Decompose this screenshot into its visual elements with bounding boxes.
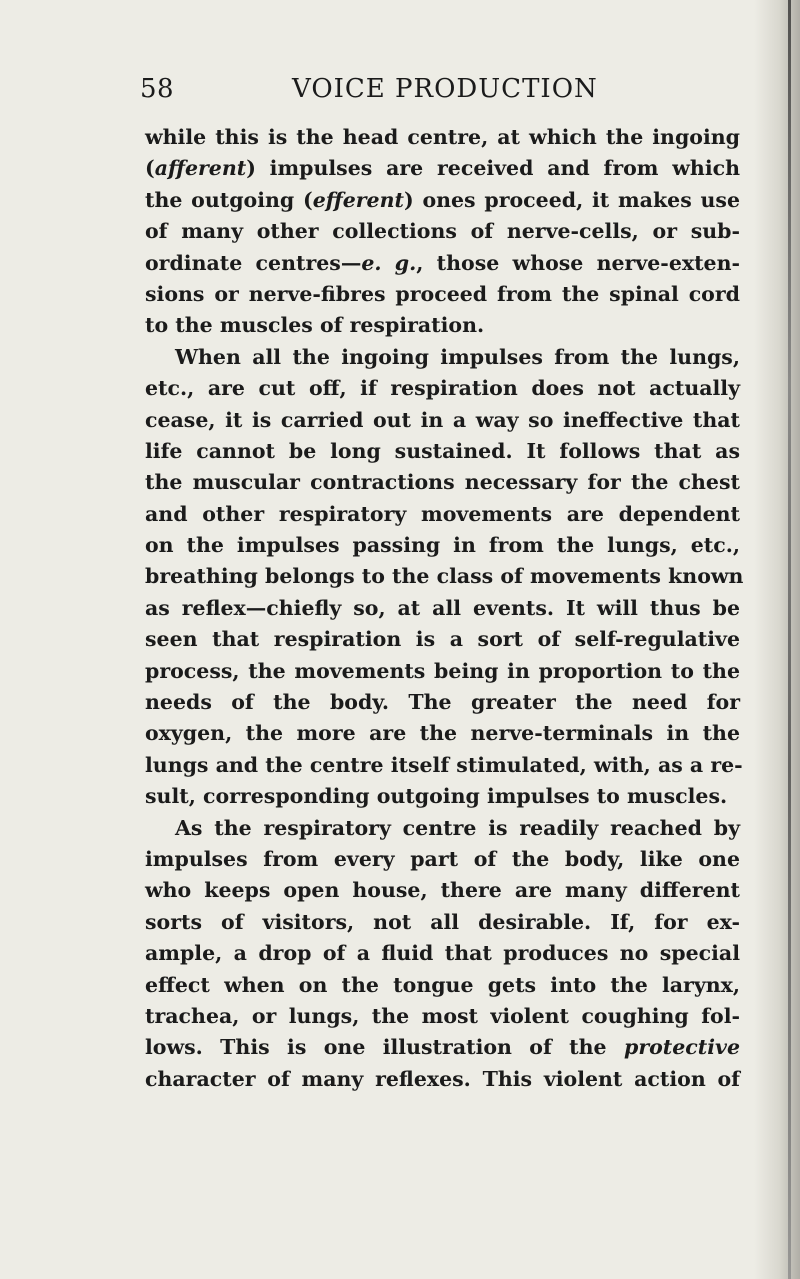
text-segment: ( xyxy=(145,156,155,181)
text-segment: the outgoing ( xyxy=(145,187,313,212)
text-line xyxy=(145,530,740,561)
text-segment: When all the ingoing impulses from the lungs, xyxy=(175,344,740,369)
text-line xyxy=(145,405,740,436)
body-text xyxy=(145,122,744,1095)
text-line xyxy=(145,373,740,404)
italic-text: efferent xyxy=(312,187,404,212)
text-line xyxy=(145,499,740,530)
text-segment: life cannot be long sustained. It follows that as xyxy=(145,438,740,463)
text-line xyxy=(145,687,740,718)
text-segment: on the impulses passing in from the lungs, etc., xyxy=(145,533,740,558)
text-line xyxy=(145,185,740,216)
text-line xyxy=(145,436,740,467)
running-head: VOICE PRODUCTION xyxy=(292,74,598,104)
text-segment: breathing belongs to the class of movements known xyxy=(145,564,744,589)
text-line xyxy=(145,1001,740,1032)
text-line xyxy=(145,467,740,498)
text-segment: oxygen, the more are the nerve-terminals in the xyxy=(145,721,740,746)
text-segment: and other respiratory movements are dependent xyxy=(145,501,740,526)
text-line xyxy=(145,279,740,310)
text-line xyxy=(145,593,740,624)
text-line xyxy=(145,656,740,687)
text-line xyxy=(145,750,743,781)
text-segment: of many other collections of nerve-cells, or sub- xyxy=(145,219,740,244)
text-line xyxy=(145,718,740,749)
text-line xyxy=(145,1064,740,1095)
text-segment: effect when on the tongue gets into the larynx, xyxy=(145,972,740,997)
text-segment: etc., are cut off, if respiration does not actually xyxy=(145,376,740,401)
italic-text: e. g. xyxy=(361,250,417,275)
text-line xyxy=(145,1032,740,1063)
text-segment: sult, corresponding outgoing impulses to muscles. xyxy=(145,784,728,809)
text-line xyxy=(145,938,740,969)
page-binding-edge xyxy=(788,0,791,1279)
text-segment: ) impulses are received and from which xyxy=(246,156,740,181)
text-segment: character of many reflexes. This violent action of xyxy=(145,1066,740,1091)
text-segment: impulses from every part of the body, like one xyxy=(145,846,740,871)
text-segment: ) ones proceed, it makes use xyxy=(403,187,740,212)
italic-text: protective xyxy=(623,1035,740,1060)
text-segment: process, the movements being in proportion to the xyxy=(145,658,740,683)
text-line xyxy=(145,624,740,655)
text-segment: cease, it is carried out in a way so ineffective that xyxy=(145,407,740,432)
text-line xyxy=(145,561,744,592)
italic-text: afferent xyxy=(154,156,247,181)
text-segment: seen that respiration is a sort of self-regulative xyxy=(145,627,740,652)
text-segment: sions or nerve-fibres proceed from the spinal cord xyxy=(145,281,740,306)
text-line xyxy=(145,216,740,247)
text-line xyxy=(145,844,740,875)
text-line xyxy=(145,153,740,184)
text-line xyxy=(145,342,740,373)
page-header xyxy=(140,74,740,114)
text-line xyxy=(145,875,740,906)
text-line xyxy=(145,310,740,341)
text-segment: lows. This is one illustration of the xyxy=(145,1035,624,1060)
text-segment: who keeps open house, there are many different xyxy=(145,878,740,903)
text-line xyxy=(145,781,740,812)
text-segment: ordinate centres— xyxy=(145,250,362,275)
text-segment: trachea, or lungs, the most violent coughing fol- xyxy=(145,1003,740,1028)
text-line xyxy=(145,248,740,279)
text-line xyxy=(145,907,740,938)
text-segment: the muscular contractions necessary for the chest xyxy=(145,470,740,495)
text-line xyxy=(145,122,740,153)
text-segment: sorts of visitors, not all desirable. If, for ex- xyxy=(145,909,740,934)
page-edge-shadow xyxy=(754,0,800,1279)
text-segment: lungs and the centre itself stimulated, with, as a re- xyxy=(145,752,743,777)
text-segment: as reflex—chiefly so, at all events. It will thus be xyxy=(145,595,740,620)
text-segment: needs of the body. The greater the need for xyxy=(145,690,740,715)
text-line xyxy=(145,813,740,844)
text-segment: As the respiratory centre is readily reached by xyxy=(175,815,740,840)
text-segment: , those whose nerve-exten- xyxy=(416,250,741,275)
text-segment: while this is the head centre, at which the ingoing xyxy=(145,125,740,149)
text-segment: to the muscles of respiration. xyxy=(145,313,485,338)
page-number: 58 xyxy=(140,74,175,104)
text-segment: ample, a drop of a fluid that produces no special xyxy=(145,941,740,966)
text-line xyxy=(145,970,740,1001)
